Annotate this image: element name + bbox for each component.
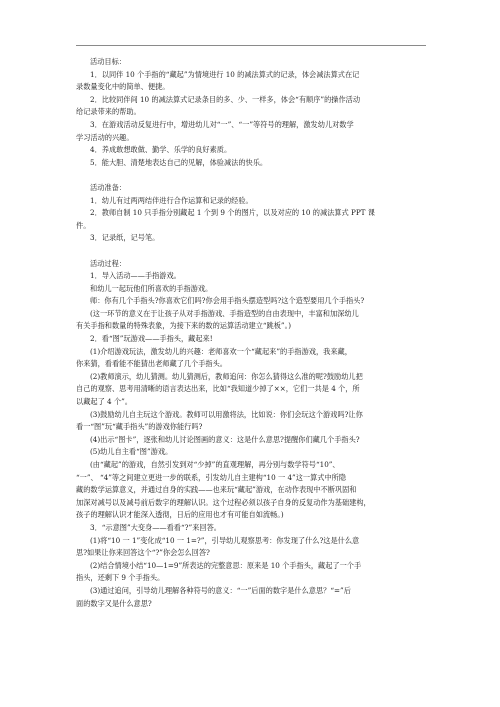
process-line: 孩子的理解认识才能深入透彻，日后的应用也才有可能自如流畅。) xyxy=(76,510,284,520)
process-line: 1．导入活动——手指游戏。 xyxy=(90,271,181,281)
header-rule xyxy=(76,45,426,46)
goals-line: 5．能大胆、清楚地表达自己的见解，体验减法的快乐。 xyxy=(90,157,268,167)
prep-line: 2．教师自制 10 只手指分别藏起 1 个到 9 个的图片，以及对应的 10 的减法算式 PPT 课 xyxy=(90,208,375,218)
goals-line: 1．以同伴 10 个手指的“藏起”为情境进行 10 的减法算式的记录，体会减法算式在记 xyxy=(90,69,360,79)
process-line: 思?如果让你来回答这个“?”你会怎么回答? xyxy=(76,548,210,558)
goals-line: 给记录带来的帮助。 xyxy=(76,107,141,117)
process-line: 藏的数学运算意义，并通过自身的实践——也来玩“藏起”游戏，在动作表现中不断巩固和 xyxy=(76,485,357,495)
goals-line: 4．养成敢想敢做、勤学、乐学的良好素质。 xyxy=(90,145,232,155)
process-line: (1)介绍游戏玩法，激发幼儿的兴趣：老师喜欢一个“藏起来”的手指游戏，我来藏， xyxy=(90,346,352,356)
process-line: 3．“示意图”大变身——看看“?”来回答。 xyxy=(90,522,221,532)
process-section xyxy=(76,258,431,611)
process-heading: 活动过程： xyxy=(90,258,126,268)
process-line: 2．看“图”玩游戏——手指头，藏起来! xyxy=(90,334,213,344)
process-line: 面的数字又是什么意思? xyxy=(76,598,152,608)
section-gap xyxy=(76,169,431,182)
goals-heading: 活动目标： xyxy=(90,57,126,66)
prep-section xyxy=(76,182,431,245)
process-line: (5)幼儿自主看“图”游戏。 xyxy=(90,447,173,457)
goals-line: 2．比较同伴间 10 的减法算式记录条目的多、少、一样多，体会“有顺序”的操作活动 xyxy=(90,94,361,104)
process-line: 指头，还剩下 9 个手指头。 xyxy=(76,573,165,583)
process-line: 和幼儿一起玩他们所喜欢的手指游戏。 xyxy=(90,283,213,293)
process-line: 你来猜，看看能不能猜出老师藏了几个手指头。 xyxy=(76,359,227,369)
process-line: 自己的观察、思考用清晰的语言表达出来，比如“我知道少掉了××，它们一共是 4 个，所 xyxy=(76,384,360,394)
goals-line: 学习活动的兴趣。 xyxy=(76,132,134,142)
process-line: (2)结合情境小结“10—1=9”所表达的完整意思：原来是 10 个手指头，藏起了一个手 xyxy=(90,560,362,570)
process-line: (3)鼓励幼儿自主玩这个游戏。教师可以用激将法，比如说：你们会玩这个游戏吗?让你 xyxy=(90,409,363,419)
process-line: (3)通过追问，引导幼儿理解各种符号的意义：“一”后面的数字是什么意思？“=”后 xyxy=(90,585,351,595)
prep-line: 3．记录纸，记号笔。 xyxy=(90,233,160,243)
process-line: 师：你有几个手指头?你喜欢它们吗?你会用手指头摆造型吗?这个造型要用几个手指头? xyxy=(90,296,365,306)
process-line: (这一环节的意义在于让孩子从对手指游戏、手指造型的自由表现中，丰富和加深幼儿 xyxy=(90,308,359,318)
prep-line: 件。 xyxy=(76,220,91,230)
process-line: 有关手指和数量的特殊表象，为接下来的数的运算活动建立“跳板”。) xyxy=(76,321,291,331)
prep-heading: 活动准备： xyxy=(90,182,126,192)
process-line: (2)教师演示，幼儿猜测。幼儿猜测后，教师追问：你怎么猜得这么准的呢?鼓励幼儿把 xyxy=(90,371,363,381)
process-line: (由“藏起”的游戏，自然引发到对“少掉”的直观理解，再分别与数学符号“10”、 xyxy=(90,460,340,469)
section-gap xyxy=(76,245,431,258)
process-line: “一”、 “4”等之间建立更进一步的联系，引发幼儿自主建构“10 一 4”这一算式中所隐 xyxy=(76,472,347,482)
prep-line: 1．幼儿有过两两结伴进行合作运算和记录的经验。 xyxy=(90,195,253,205)
goals-line: 录数量变化中的简单、便捷。 xyxy=(76,82,170,92)
process-line: 加深对减号以及减号前后数字的理解认识。这个过程必须以孩子自身的反复动作为基础建构， xyxy=(76,497,371,507)
process-line: 看一“图”玩“藏手指头”的游戏你能行吗? xyxy=(76,422,203,432)
goals-section xyxy=(76,56,431,169)
document-body xyxy=(76,56,431,610)
process-line: 以藏起了 4 个”。 xyxy=(76,397,132,407)
process-line: (4)出示“图卡”，逐张和幼儿讨论图画的意义：这是什么意思?提醒你们藏几个手指头? xyxy=(90,434,360,444)
goals-line: 3．在游戏活动反复进行中，增进幼儿对“一”、“一”等符号的理解，激发幼儿对数学 xyxy=(90,119,354,129)
process-line: (1)将“10 一 1”变化成“10 一 1=?”，引导幼儿观察思考：你发现了什么?这是什么意 xyxy=(90,535,360,545)
